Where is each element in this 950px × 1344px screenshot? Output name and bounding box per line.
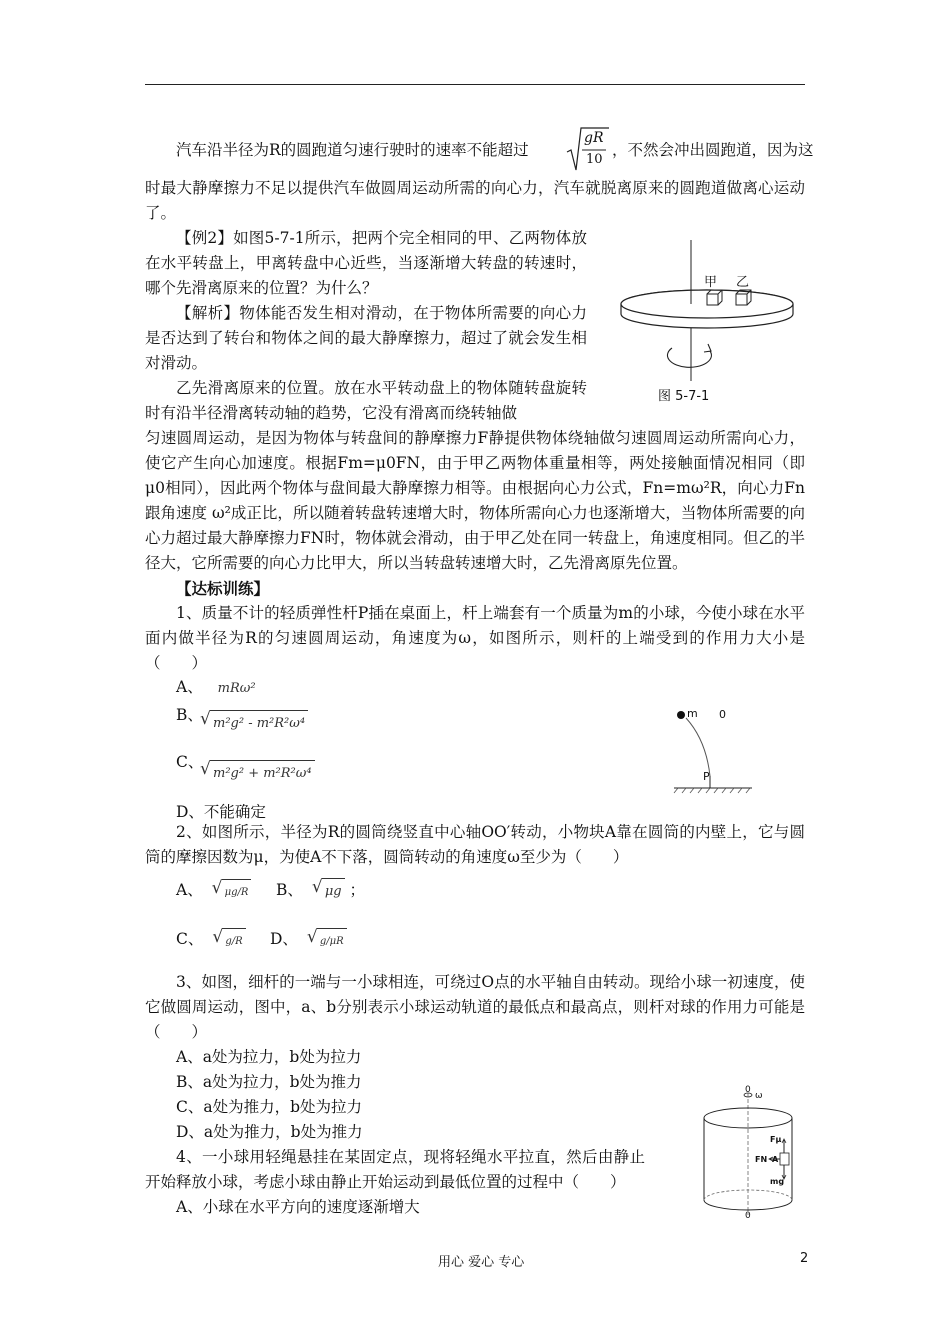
label-o: 0 bbox=[719, 708, 726, 721]
q4-option-a: A、小球在水平方向的速度逐渐增大 bbox=[176, 1198, 420, 1216]
question-2: 2、如图所示，半径为R的圆筒绕竖直中心轴OO′转动，小物块A靠在圆筒的内壁上，它与圆筒的摩擦因数为μ，为使A不下落，圆筒转动的角速度ω至少为（ ） bbox=[145, 823, 805, 866]
q2-option-d-formula: √ g/μR bbox=[317, 928, 347, 954]
q3-option-d: D、a处为推力，b处为推力 bbox=[176, 1123, 363, 1141]
answer-lead: 乙先滑离原来的位置。放在水平转动盘上的物体随转盘旋转时有沿半径滑离转动轴的趋势，它没有滑离而绕转轴做 bbox=[145, 379, 587, 422]
question-4: 4、一小球用轻绳悬挂在某固定点，现将轻绳水平拉直，然后由静止开始释放小球，考虑小球由静止开始运动到最低位置的过程中（ ） bbox=[145, 1148, 645, 1191]
page-number: 2 bbox=[800, 1251, 809, 1266]
q1-option-b: B、 bbox=[176, 706, 203, 724]
label-p: P bbox=[703, 770, 710, 783]
fig3-label-fn: FN bbox=[755, 1155, 768, 1164]
q2-option-b bbox=[276, 878, 365, 904]
label-m: m bbox=[687, 707, 698, 720]
fig3-label-o-bottom: 0 bbox=[745, 1211, 751, 1221]
header-rule bbox=[145, 84, 805, 85]
q1-option-a-label: A、 bbox=[176, 678, 203, 696]
para1-text: 汽车沿半径为R的圆跑道匀速行驶时的速率不能超过 bbox=[176, 141, 529, 159]
q2-option-a-formula: √ μg/R bbox=[222, 879, 252, 905]
formula1-numerator: gR bbox=[584, 130, 604, 146]
question-3: 3、如图，细杆的一端与一小球相连，可绕过O点的水平轴自由转动。现给小球一初速度，使它做圆周运动，图中，a、b分别表示小球运动轨道的最低点和最高点，则杆对球的作用力可能是（ ） bbox=[145, 973, 805, 1041]
q2-option-a-label: A、 bbox=[176, 881, 203, 899]
para1-continuation: 时最大静摩擦力不足以提供汽车做圆周运动所需的向心力，汽车就脱离原来的圆跑道做离心运动了。 bbox=[145, 179, 805, 222]
figure-rod-ball bbox=[672, 700, 777, 795]
label-jia: 甲 bbox=[704, 275, 718, 290]
q3-option-c: C、a处为推力，b处为拉力 bbox=[176, 1098, 363, 1116]
q2-option-c-formula: √ g/R bbox=[222, 928, 245, 954]
q3-option-a: A、a处为拉力，b处为拉力 bbox=[176, 1048, 362, 1066]
formula-sqrt-gR-10 bbox=[566, 124, 610, 174]
q1-option-b-formula-wrap bbox=[202, 710, 308, 736]
fig3-label-omega: ω bbox=[755, 1091, 763, 1101]
fig3-label-o-top: 0 bbox=[745, 1085, 751, 1095]
q2-option-b-tail: ； bbox=[349, 881, 366, 899]
q2-option-a bbox=[176, 878, 251, 905]
q2-option-b-label: B、 bbox=[276, 881, 303, 899]
fig3-label-mg: mg bbox=[770, 1177, 785, 1186]
q1-option-b-formula: √ m²g² - m²R²ω⁴ bbox=[210, 710, 308, 736]
figure-caption: 图 5-7-1 bbox=[658, 389, 710, 404]
q3-option-b: B、a处为拉力，b处为推力 bbox=[176, 1073, 362, 1091]
label-yi: 乙 bbox=[736, 275, 750, 290]
example-2: 【例2】如图5-7-1所示，把两个完全相同的甲、乙两物体放在水平转盘上，甲离转盘中心近些，当逐渐增大转盘的转速时，哪个先滑离原来的位置？为什么？ bbox=[145, 229, 587, 297]
q1-option-c-formula-wrap bbox=[202, 760, 315, 786]
question-1: 1、质量不计的轻质弹性杆P插在桌面上，杆上端套有一个质量为m的小球，今使小球在水平面内做半径为R的匀速圆周运动，角速度为ω，如图所示，则杆的上端受到的作用力大小是（ ） bbox=[145, 604, 805, 672]
q1-option-a bbox=[176, 675, 256, 701]
q1-option-c-formula: √ m²g² + m²R²ω⁴ bbox=[210, 760, 315, 786]
figure-cylinder bbox=[700, 1085, 806, 1225]
analysis-paragraph: 【解析】物体能否发生相对滑动，在于物体所需要的向心力是否达到了转台和物体之间的最大静摩擦力，超过了就会发生相对滑动。 bbox=[145, 304, 587, 372]
figure-5-7-1 bbox=[612, 236, 802, 406]
q1-option-c: C、 bbox=[176, 753, 204, 771]
formula1-denominator: 10 bbox=[586, 152, 603, 167]
q2-option-b-formula: √ μg bbox=[322, 878, 345, 904]
q2-option-c-label: C、 bbox=[176, 930, 204, 948]
training-title: 【达标训练】 bbox=[176, 579, 270, 598]
footer-text: 用心 爱心 专心 bbox=[438, 1255, 525, 1270]
q2-option-d bbox=[270, 927, 347, 954]
q1-option-a-formula: mRω² bbox=[217, 681, 256, 696]
q2-option-d-label: D、 bbox=[270, 930, 298, 948]
para1-line1 bbox=[176, 138, 529, 163]
para1-line1-tail: ，不然会冲出圆跑道，因为这 bbox=[612, 141, 814, 159]
q1-option-d: D、不能确定 bbox=[176, 803, 266, 821]
q2-option-c bbox=[176, 927, 246, 954]
fig3-label-a: A bbox=[772, 1155, 779, 1164]
fig3-label-f: Fμ bbox=[770, 1135, 782, 1144]
answer-rest: 匀速圆周运动，是因为物体与转盘间的静摩擦力F静提供物体绕轴做匀速圆周运动所需向心力，使它产生向心加速度。根据Fm=μ0FN，由于甲乙两物体重量相等，两处接触面情况相同（即μ0相同），因此两个物体与盘间最大静摩擦力相等。由根据向心力公式，Fn=mω²R，向心力Fn跟角速度 ω²成正比，所以随着转盘转速增大时，物体所需向心力也逐渐增大，当物体所需要的向心力超过最大静摩擦力FN时，物体就会滑动，由于甲乙处在同一转盘上，角速度相同。但乙的半径大，它所需要的向心力比甲大，所以当转盘转速增大时，乙先滑离原先位置。 bbox=[145, 429, 805, 572]
